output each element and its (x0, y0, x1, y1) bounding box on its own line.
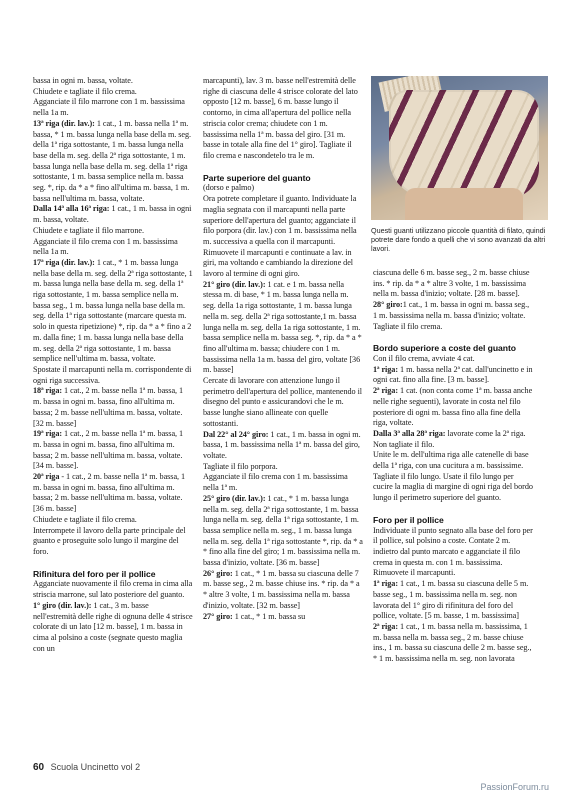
paragraph (373, 429, 533, 450)
paragraph (33, 119, 193, 205)
page-footer (33, 762, 140, 773)
row-label: 1ª riga: (373, 364, 399, 374)
paragraph-text: 1 cat. e 1 m. bassa nella stessa m. di base, * 1 m. bassa lunga nella m. seg. della 1a riga sottostante, 1 m. bassa lunga nella m. seg. della 2ª riga sottostante,1 m. bassa lunga nella m. seg. della 1a riga sottostante, 1 m. bassa semplice nella m. bassa seg. *, rip. da * a * fino all'ultima m. bassa; chiudere con 1 m. bassissima nella 1a m. bassa del giro, voltate [36 m. basse] (203, 279, 362, 375)
paragraph (203, 376, 363, 430)
section-heading: Parte superiore del guanto (203, 172, 311, 183)
paragraph-text: Spostate il marcapunti nella m. corrispondente di ogni riga successiva. (33, 364, 192, 385)
paragraph (33, 526, 193, 558)
paragraph (203, 462, 363, 473)
row-label: 17ª riga (dir. lav.): (33, 257, 95, 267)
paragraph (33, 579, 193, 600)
paragraph (33, 76, 193, 87)
paragraph (203, 569, 363, 612)
paragraph (373, 622, 533, 665)
paragraph (203, 612, 363, 623)
paragraph-text: Agganciate il filo crema con 1 m. bassissima nella 1ª m. (203, 472, 348, 493)
paragraph (33, 87, 193, 98)
row-label: 28° giro: (373, 300, 403, 310)
text-column-2 (203, 76, 363, 622)
paragraph (203, 76, 363, 162)
row-label: 2ª riga: (373, 386, 399, 396)
paragraph-text: 1 cat., * 1 m. bassa lunga nella m. seg. della 2ª riga sottostante, 1 m. bassa lunga nella m. seg. della 1ª riga sottostante, 1 m. bassa semplice nella m. seg., 1 m. bassa lunga nella m. seg. della 1ª riga sottostante *, rip. da * a * fino alla fine del giro; 1 m. bassissima nella m. bassa d'inizio, voltate. [36 m. basse] (203, 493, 363, 568)
paragraph-text: Con il filo crema, avviate 4 cat. (373, 354, 475, 364)
paragraph-text: Chiudete e tagliate il filo crema. (33, 86, 137, 96)
section-heading: Foro per il pollice (373, 514, 444, 525)
paragraph-text: 1 cat., 1 m. bassa in ogni m. bassa, 1 m. bassissima nella 1ª m. bassa del giro, voltate. (203, 429, 361, 460)
glove-image (389, 90, 539, 198)
paragraph (373, 579, 533, 622)
paragraph (373, 526, 533, 569)
paragraph-text: 1 cat., 1 m. bassa nella m. bassissima, 1 m. bassa nella m. bassa seg., 2 m. basse chiuse ins., 1 m. bassa su ciascuna delle 2 m. basse seg., * 1 m. bassissima nella m. seg. non lavorata (373, 621, 532, 664)
paragraph-text: Agganciate il filo marrone con 1 m. bassissima nella 1a m. (33, 97, 185, 118)
row-label: Dalla 3ª alla 28ª riga: (373, 428, 446, 438)
paragraph (33, 237, 193, 258)
paragraph-text: - 1 cat., 2 m. basse nella 1ª m. bassa, 1 m. bassa in ogni m. bassa, fino all'ultima m. bassa; 2 m. basse nell'ultima m. bassa, voltate. [36 m. basse] (33, 472, 186, 514)
paragraph (33, 472, 193, 515)
paragraph-text: Chiudete e tagliate il filo marrone. (33, 225, 144, 235)
paragraph-text: Tagliate il filo porpora. (203, 461, 278, 471)
paragraph (373, 300, 533, 321)
paragraph (203, 430, 363, 462)
row-label: Dal 22° al 24° giro: (203, 429, 269, 439)
text-column-1 (33, 76, 193, 654)
publication-name: Scuola Uncinetto vol 2 (50, 762, 141, 772)
glove-photo (371, 76, 548, 220)
paragraph-text: 1 cat., 3 m. basse nell'estremità delle righe di ognuna delle 4 strisce colorate di un lato [12 m. basse], 1 m. bassa in cima al polsino a coste (segnate questo maglia con un (33, 600, 193, 653)
photo-caption: Questi guanti utilizzano piccole quantità di filato, quindi potrete dare fondo a quelli che vi sono avanzati da altri lavori. (371, 226, 546, 254)
row-label: 1ª riga: (373, 579, 399, 589)
paragraph-text: 1 cat. (non conta come 1ª m. bassa anche nelle righe seguenti), lavorate in costa nel filo posteriore di ogni m. bassa fino alla fine della riga, voltate. (373, 386, 533, 428)
paragraph-text: Tagliate il filo crema. (373, 321, 443, 331)
page-number: 60 (33, 762, 45, 773)
paragraph (373, 450, 533, 504)
paragraph-text: (dorso e palmo) (203, 183, 255, 193)
paragraph-text: 1 cat., 1 m. bassa in ogni m. bassa seg., 1 m. bassissima nella m. bassa d'inizio; voltate. (373, 300, 530, 320)
paragraph (33, 601, 193, 655)
paragraph (203, 472, 363, 493)
paragraph (373, 322, 533, 333)
paragraph (373, 568, 533, 579)
row-label: 18ª riga: (33, 386, 63, 396)
paragraph-text: 1 cat., 2 m. basse nella 1ª m. bassa, 1 m. bassa in ogni m. bassa, fino all'ultima m. bassa; 2 m. basse nell'ultima m. bassa, voltate. [32 m. basse] (33, 386, 184, 428)
watermark-text: PassionForum.ru (480, 782, 549, 792)
paragraph-text: 1 cat., 1 m. bassa su ciascuna delle 5 m. basse seg., 1 m. bassissima nella m. seg. non lavorata del 1° giro di rifinitura del foro del pollice, voltate. [5 m. basse, 1 m. bassissima] (373, 579, 529, 621)
section-heading: Bordo superiore a coste del guanto (373, 343, 516, 354)
row-label: 21° giro (dir. lav.): (203, 279, 266, 289)
row-label: 19ª riga: (33, 429, 63, 439)
fingers-image (405, 188, 523, 220)
paragraph-text: Agganciate nuovamente il filo crema in cima alla striscia marrone, sul lato posteriore del guanto. (33, 579, 193, 600)
paragraph-text: Chiudete e tagliate il filo crema. (33, 514, 137, 524)
section-heading: Rifinitura del foro per il pollice (33, 568, 156, 579)
paragraph-text: Unite le m. dell'ultima riga alle catenelle di base della 1ª riga, con una cucitura a m. bassissime. Tagliate il filo lungo. Usate il filo lungo per cucire la maglia di margine di ogni riga del bordo lungo il perimetro superiore del guanto. (373, 450, 533, 503)
paragraph-text: 1 cat., * 1 m. bassa lunga nella base della m. seg. della 2ª riga sottostante, 1 m. bassa lunga nella base della m. seg. della 1ª riga sottostante, 1 m. bassa semplice nella m. bassa seg., 1 m. bassa lunga nella base della m. seg. della 1ª riga sottostante (marcare questa m. solo in questa ripetizione) *, rip. da * a * fino a 2 m. dalla fine; 1 m. bassa lunga nella base della m. seg. della 2ª riga sottostante, 1 m. bassa semplice nell'ultima m. bassa, voltate. (33, 257, 193, 364)
row-label: Dalla 14ª alla 16ª riga: (33, 204, 110, 214)
paragraph (373, 386, 533, 429)
paragraph-text: marcapunti), lav. 3 m. basse nell'estremità delle righe di ciascuna delle 4 strisce colorate del lato opposto [12 m. basse], 6 m. basse lungo il contorno, in cima all'apertura del pollice nella striscia color crema; chiudete con 1 m. bassissima nella 1ª m. bassa del giro. [31 m. basse in totale alla fine del 1° giro]. Tagliate il filo crema e nascondetelo tra le m. (203, 76, 358, 160)
paragraph-text: Ora potrete completare il guanto. Individuate la maglia segnata con il marcapunti nella parte superiore dell'apertura del guanto; agganciate il filo porpora (dir. lav.) con 1 m. bassissima nella m. successiva a quella con il marcapunti. (203, 194, 357, 246)
paragraph (33, 386, 193, 429)
paragraph-text: Rimuovete il marcapunti e continuate a lav. in giri, ma voltando e cambiando la direzione del lavoro al termine di ogni giro. (203, 247, 354, 279)
paragraph-text: 1 m. bassa nella 2ª cat. dall'uncinetto e in ogni cat. fino alla fine. [3 m. basse]. (373, 364, 533, 385)
paragraph-text: Agganciate il filo crema con 1 m. bassissima nella 1a m. (33, 236, 178, 257)
paragraph (203, 194, 363, 248)
row-label: 27° giro: (203, 611, 233, 621)
paragraph (33, 204, 193, 225)
paragraph-text: 1 cat., 1 m. bassa in ogni m. bassa, voltate. (33, 204, 192, 225)
paragraph (33, 515, 193, 526)
paragraph (33, 429, 193, 472)
paragraph-text: Interrompete il lavoro della parte principale del guanto e proseguite solo lungo il margine del foro. (33, 525, 186, 556)
paragraph-text: 1 cat., 1 m. bassa nella 1ª m. bassa, * 1 m. bassa lunga nella base della m. seg. della 1ª riga sottostante, 1 m. bassa lunga nella base della m. seg. della 2ª riga sottostante, 1 m. bassa lunga nella base della m. seg. della 1ª riga sottostante, 1 m. bassa semplice nella m. bassa seg. *, rip. da * a * fino all'ultima m. bassa, 1 m. bassa nell'ultima m. bassa, voltate. (33, 118, 192, 203)
paragraph (203, 280, 363, 376)
paragraph-text: 1 cat., * 1 m. bassa su ciascuna delle 7 m. basse seg., 2 m. basse chiuse ins. * rip. da * a * altre 3 volte, 1 m. bassissima nella m. bassa d'inizio, voltate. [32 m. basse] (203, 568, 360, 610)
paragraph (33, 365, 193, 386)
paragraph (33, 97, 193, 118)
paragraph-text: Cercate di lavorare con attenzione lungo il perimetro dell'apertura del pollice, mantenendo il disegno del punto e assicurandovi che le m. basse lunghe siano allineate con quelle sottostanti. (203, 376, 363, 428)
paragraph (373, 268, 533, 300)
paragraph (33, 258, 193, 365)
text-column-3 (373, 268, 533, 665)
row-label: 25° giro (dir. lav.): (203, 493, 266, 503)
row-label: 2ª riga: (373, 621, 399, 631)
paragraph-text: bassa in ogni m. bassa, voltate. (33, 76, 133, 85)
row-label: 13ª riga (dir. lav.): (33, 118, 95, 128)
paragraph (203, 248, 363, 280)
row-label: 1° giro (dir. lav.): (33, 600, 92, 610)
paragraph (203, 183, 363, 194)
paragraph-text: ciascuna delle 6 m. basse seg., 2 m. basse chiuse ins. * rip. da * a * altre 3 volte, 1 m. bassissima nella m. bassa d'inizio; voltate. [28 m. basse]. (373, 268, 530, 299)
paragraph (203, 494, 363, 569)
paragraph-text: Individuate il punto segnato alla base del foro per il pollice, sul polsino a coste. Contate 2 m. indietro dal punto marcato e agganciate il filo crema in questa m. con 1 m. bassissima. (373, 525, 533, 567)
paragraph-text: 1 cat., 2 m. basse nella 1ª m. bassa, 1 m. bassa in ogni m. bassa, fino all'ultima m. bassa; 2 m. basse nell'ultima m. bassa, voltate. [34 m. basse]. (33, 429, 184, 471)
paragraph (373, 354, 533, 365)
paragraph (373, 365, 533, 386)
paragraph-text: lavorate come la 2ª riga. Non tagliate il filo. (373, 428, 526, 449)
row-label: 26° giro: (203, 568, 233, 578)
paragraph (33, 226, 193, 237)
paragraph-text: Rimuovete il marcapunti. (373, 568, 456, 578)
row-label: 20ª riga (33, 472, 60, 482)
paragraph-text: 1 cat., * 1 m. bassa su (232, 611, 306, 621)
